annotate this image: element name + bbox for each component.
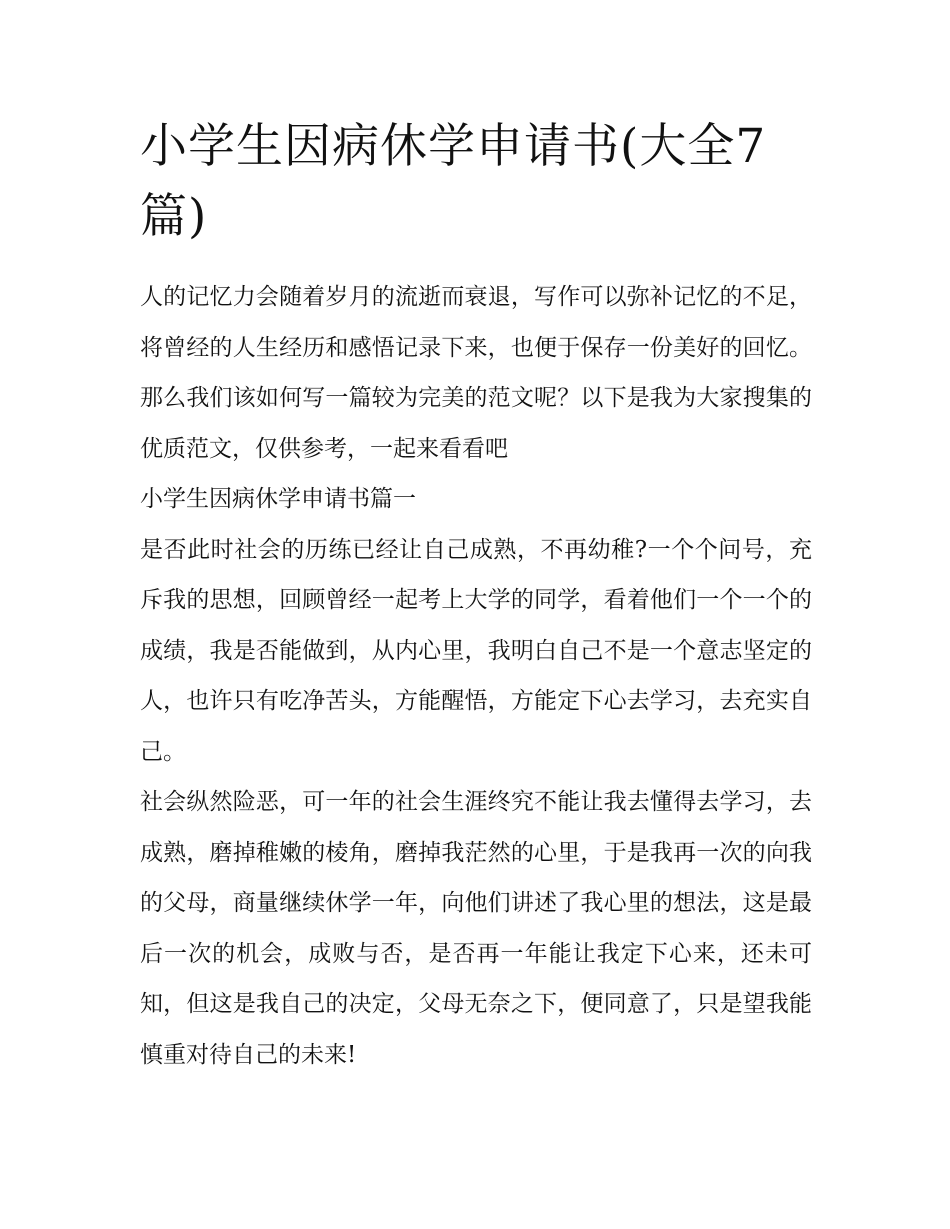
- document-title: 小学生因病休学申请书(大全7篇): [140, 119, 767, 244]
- body-paragraph: 是否此时社会的历练已经让自己成熟，不再幼稚?一个个问号，充斥我的思想，回顾曾经一起考上大学的同学，看着他们一个一个的成绩，我是否能做到，从内心里，我明白自己不是一个意志坚定的人，也许只有吃净苦头，方能醒悟，方能定下心去学习，去充实自己。: [140, 536, 812, 765]
- intro-paragraph: 人的记忆力会随着岁月的流逝而衰退，写作可以弥补记忆的不足，将曾经的人生经历和感悟记录下来，也便于保存一份美好的回忆。那么我们该如何写一篇较为完美的范文呢？以下是我为大家搜集的优质范文，仅供参考，一起来看看吧: [140, 284, 812, 462]
- body-paragraph: 社会纵然险恶，可一年的社会生涯终究不能让我去懂得去学习，去成熟，磨掉稚嫩的棱角，磨掉我茫然的心里，于是我再一次的向我的父母，商量继续休学一年，向他们讲述了我心里的想法，这是最后一次的机会，成败与否，是否再一年能让我定下心来，还未可知，但这是我自己的决定，父母无奈之下，便同意了，只是望我能慎重对待自己的未来!: [140, 789, 812, 1068]
- document-page: [140, 112, 812, 1080]
- section-heading: 小学生因病休学申请书篇一: [140, 486, 416, 512]
- document-body: [140, 272, 812, 1080]
